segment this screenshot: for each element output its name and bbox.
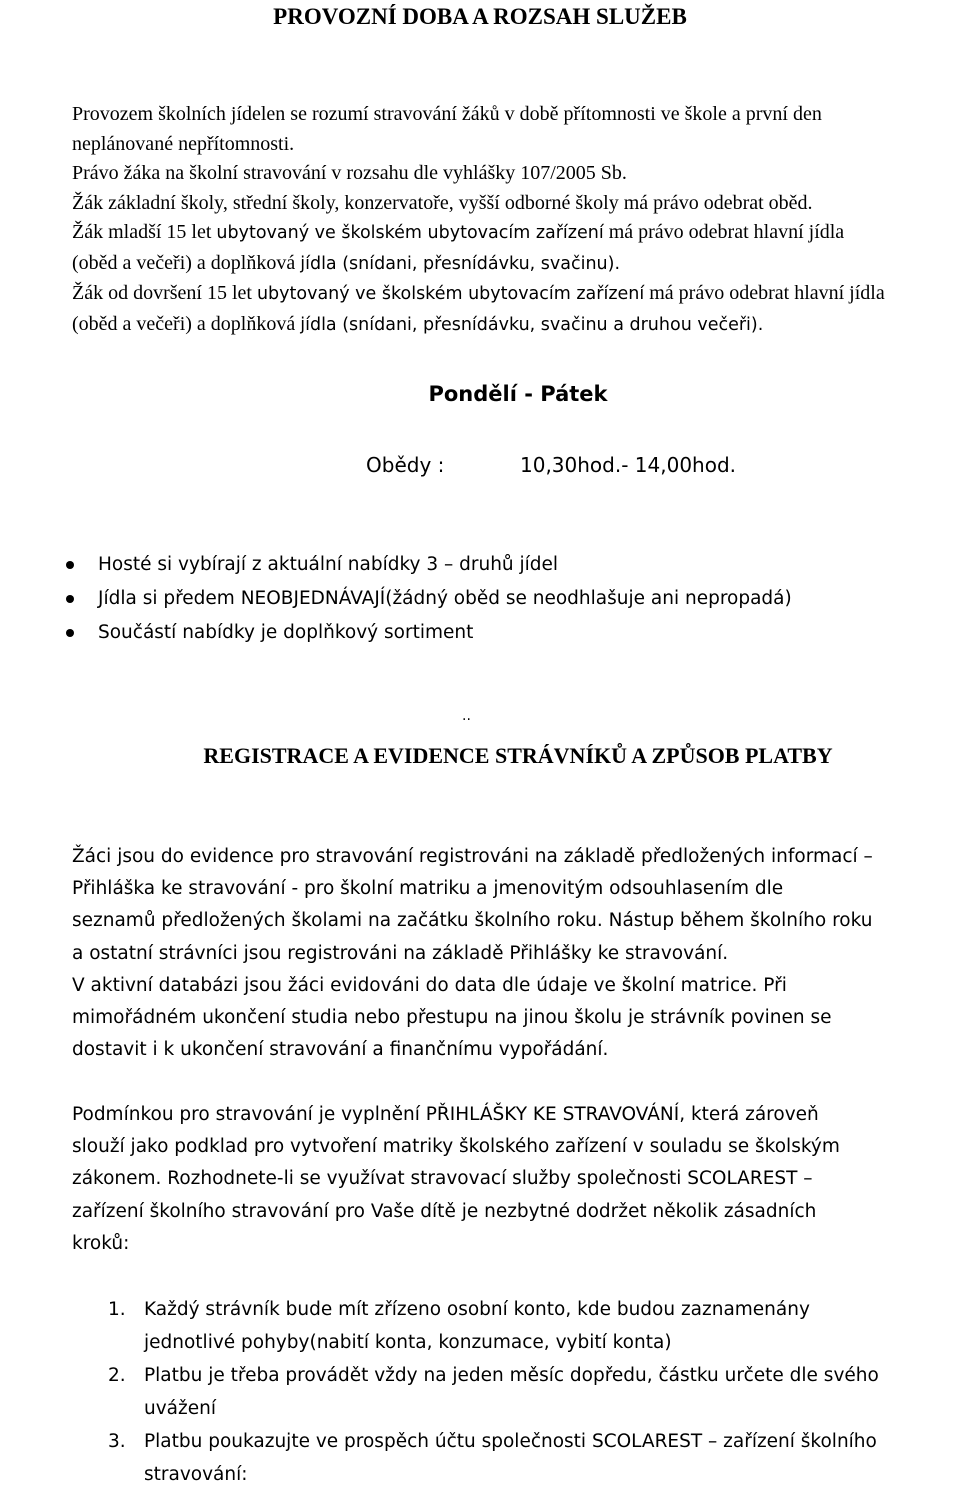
days-heading: Pondělí - Pátek — [428, 382, 608, 406]
bullet-text: Součástí nabídky je doplňkový sortiment — [98, 622, 474, 643]
text-fragment: ubytovaný ve školském ubytovacím zařízení — [216, 223, 604, 243]
intro-line: neplánované nepřítomnosti. — [72, 132, 295, 155]
paragraph-line: zařízení školního stravování pro Vaše dítě je nezbytné dodržet několik zásadních — [72, 1200, 817, 1222]
bullet-dot-icon — [66, 595, 74, 603]
bullet-item — [66, 584, 946, 618]
paragraph-line: kroků: — [72, 1232, 130, 1254]
text-fragment: (oběd a večeři) a doplňková — [72, 312, 301, 335]
step-item — [108, 1359, 958, 1425]
step-item — [108, 1293, 958, 1359]
bullet-item — [66, 550, 946, 584]
intro-text — [72, 100, 952, 340]
step-number: 2. — [108, 1365, 126, 1386]
paragraph-line: dostavit i k ukončení stravování a finančnímu vypořádání. — [72, 1039, 609, 1061]
paragraph-line: zákonem. Rozhodnete-li se využívat stravovací služby společnosti SCOLAREST – — [72, 1168, 813, 1190]
bullet-text: Hosté si vybírají z aktuální nabídky 3 – druhů jídel — [98, 554, 559, 575]
older-pupil-line-2 — [72, 310, 952, 341]
bullet-dot-icon — [66, 629, 74, 637]
step-item — [108, 1425, 958, 1491]
lunch-label: Obědy : — [366, 453, 445, 477]
older-pupil-line-1 — [72, 279, 952, 310]
step-number: 1. — [108, 1299, 126, 1320]
text-fragment: ubytovaný ve školském ubytovacím zařízení — [256, 284, 645, 304]
younger-pupil-line-2 — [72, 249, 952, 280]
condition-paragraph — [72, 1099, 960, 1260]
text-fragment: jídla (snídani, přesnídávku, svačinu). — [300, 253, 621, 274]
paragraph-line: Žáci jsou do evidence pro stravování registrováni na základě předložených informací – — [72, 846, 873, 867]
bullet-dot-icon — [66, 561, 74, 569]
lunch-time: 10,30hod.- 14,00hod. — [520, 453, 737, 477]
step-line: Platbu poukazujte ve prospěch účtu společnosti SCOLAREST – zařízení školního — [144, 1431, 877, 1452]
paragraph-line: seznamů předložených školami na začátku školního roku. Nástup během školního roku — [72, 910, 873, 932]
bullet-text: Jídla si předem NEOBJEDNÁVAJÍ(žádný oběd se neodhlašuje ani nepropadá) — [98, 588, 792, 609]
step-line: uvážení — [144, 1398, 216, 1419]
text-fragment: Žák od dovršení 15 let — [72, 282, 257, 304]
paragraph-line: slouží jako podklad pro vytvoření matriky školského zařízení v souladu se školským — [72, 1136, 840, 1158]
text-fragment: jídla (snídani, přesnídávku, svačinu a druhou večeři). — [300, 314, 764, 335]
step-line: jednotlivé pohyby(nabití konta, konzumace, vybití konta) — [144, 1332, 672, 1353]
bullet-list — [66, 550, 946, 652]
small-mark: .. — [462, 708, 471, 724]
text-fragment: má právo odebrat hlavní jídla — [603, 221, 845, 243]
text-fragment: má právo odebrat hlavní jídla — [644, 282, 885, 304]
bullet-item — [66, 618, 946, 652]
intro-line: Žák základní školy, střední školy, konzervatoře, vyšší odborné školy má právo odebrat oběd. — [72, 191, 813, 214]
registration-paragraph — [72, 841, 960, 1066]
intro-line: Právo žáka na školní stravování v rozsahu dle vyhlášky 107/2005 Sb. — [72, 162, 627, 184]
section-title-registration: REGISTRACE A EVIDENCE STRÁVNÍKŮ A ZPŮSOB PLATBY — [203, 743, 833, 768]
section-title-operating-hours: PROVOZNÍ DOBA A ROZSAH SLUŽEB — [273, 4, 687, 29]
intro-line: Provozem školních jídelen se rozumí stravování žáků v době přítomnosti ve škole a první den — [72, 103, 822, 125]
paragraph-line: Podmínkou pro stravování je vyplnění PŘIHLÁŠKY KE STRAVOVÁNÍ, která zároveň — [72, 1104, 819, 1125]
step-line: Platbu je třeba provádět vždy na jeden měsíc dopředu, částku určete dle svého — [144, 1365, 879, 1386]
step-line: stravování: — [144, 1464, 248, 1485]
paragraph-line: a ostatní strávníci jsou registrováni na základě Přihlášky ke stravování. — [72, 942, 729, 964]
younger-pupil-line-1 — [72, 218, 952, 249]
text-fragment: Žák mladší 15 let — [72, 221, 217, 243]
step-number: 3. — [108, 1431, 126, 1452]
paragraph-line: mimořádném ukončení studia nebo přestupu na jinou školu je strávník povinen se — [72, 1007, 832, 1029]
step-line: Každý strávník bude mít zřízeno osobní konto, kde budou zaznamenány — [144, 1299, 810, 1320]
paragraph-line: Přihláška ke stravování - pro školní matriku a jmenovitým odsouhlasením dle — [72, 878, 784, 900]
paragraph-line: V aktivní databázi jsou žáci evidováni do data dle údaje ve školní matrice. Při — [72, 974, 787, 996]
text-fragment: (oběd a večeři) a doplňková — [72, 251, 301, 274]
steps-list — [108, 1293, 958, 1491]
